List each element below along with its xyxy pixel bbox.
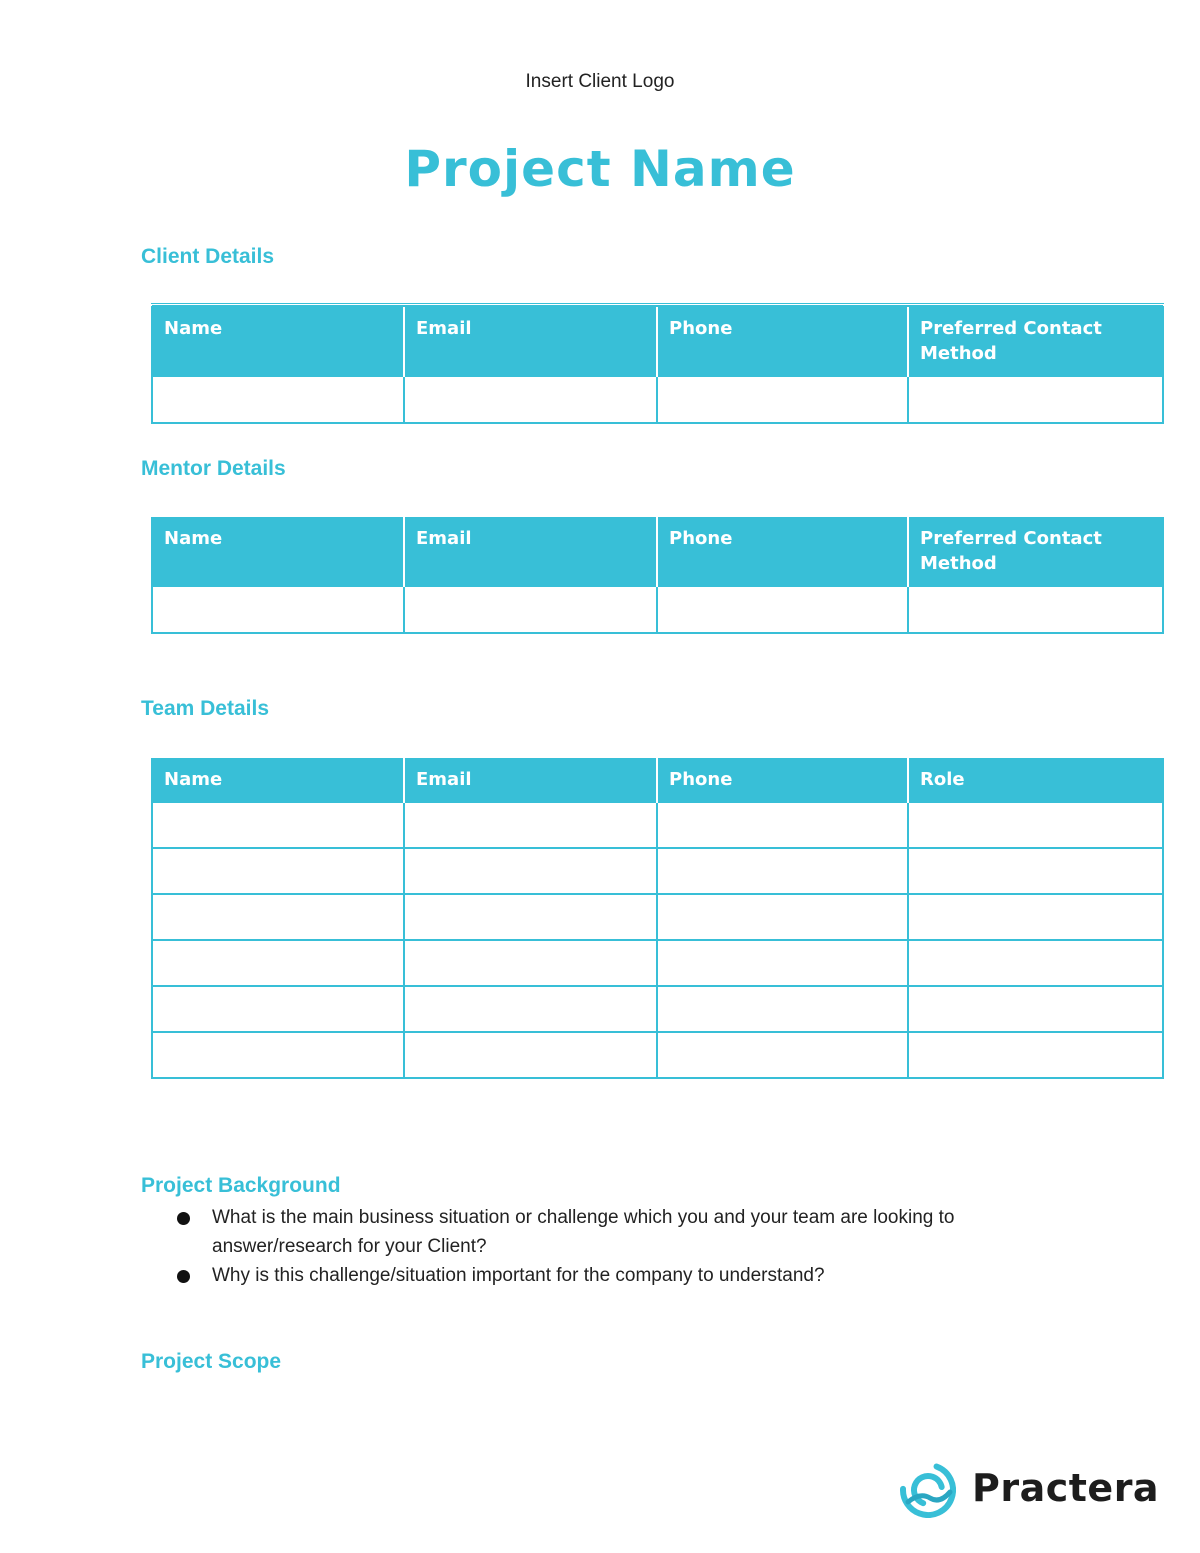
list-item-text: What is the main business situation or challenge which you and your team are looking to answer/research for your Client? xyxy=(212,1207,955,1257)
table-cell[interactable] xyxy=(152,586,404,633)
bullet-dot-icon xyxy=(177,1270,190,1283)
table-row xyxy=(152,894,1163,940)
team-details-heading: Team Details xyxy=(141,697,269,720)
column-header-name: Name xyxy=(152,517,404,586)
list-item xyxy=(175,1203,1075,1261)
brand-logo xyxy=(900,1460,1170,1520)
table-cell[interactable] xyxy=(404,986,657,1032)
practera-swirl-logo-icon xyxy=(900,1462,956,1518)
table-cell[interactable] xyxy=(152,940,404,986)
table-cell[interactable] xyxy=(404,802,657,848)
table-cell[interactable] xyxy=(152,376,404,423)
table-row xyxy=(152,986,1163,1032)
table-cell[interactable] xyxy=(657,376,908,423)
table-cell[interactable] xyxy=(657,802,908,848)
table-row xyxy=(152,376,1163,423)
project-title: Project Name xyxy=(404,140,796,198)
list-item-text: Why is this challenge/situation important for the company to understand? xyxy=(212,1265,825,1286)
column-header-preferred-contact-method: Preferred Contact Method xyxy=(908,305,1163,376)
table-header-row xyxy=(152,517,1163,586)
table-cell[interactable] xyxy=(657,586,908,633)
table-cell[interactable] xyxy=(404,1032,657,1078)
table-cell[interactable] xyxy=(657,848,908,894)
table-row xyxy=(152,848,1163,894)
brand-name: Practera xyxy=(972,1466,1160,1510)
table-cell[interactable] xyxy=(404,376,657,423)
project-background-list xyxy=(175,1203,1075,1290)
table-cell[interactable] xyxy=(908,894,1163,940)
table-cell[interactable] xyxy=(908,940,1163,986)
table-row xyxy=(152,1032,1163,1078)
bullet-dot-icon xyxy=(177,1212,190,1225)
table-cell[interactable] xyxy=(404,894,657,940)
column-header-phone: Phone xyxy=(657,517,908,586)
column-header-preferred-contact-method: Preferred Contact Method xyxy=(908,517,1163,586)
mentor-details-heading: Mentor Details xyxy=(141,457,286,480)
team-details-table xyxy=(151,758,1164,1079)
table-cell[interactable] xyxy=(152,986,404,1032)
list-item xyxy=(175,1261,1075,1290)
mentor-details-table xyxy=(151,517,1164,634)
table-cell[interactable] xyxy=(908,1032,1163,1078)
table-cell[interactable] xyxy=(152,848,404,894)
table-header-row xyxy=(152,305,1163,376)
table-cell[interactable] xyxy=(404,848,657,894)
column-header-role: Role xyxy=(908,758,1163,802)
table-cell[interactable] xyxy=(908,802,1163,848)
table-cell[interactable] xyxy=(657,940,908,986)
table-cell[interactable] xyxy=(908,986,1163,1032)
table-row xyxy=(152,940,1163,986)
column-header-email: Email xyxy=(404,305,657,376)
client-details-table xyxy=(151,303,1164,424)
column-header-name: Name xyxy=(152,758,404,802)
table-cell[interactable] xyxy=(908,586,1163,633)
table-header-row xyxy=(152,758,1163,802)
client-details-heading: Client Details xyxy=(141,245,275,268)
project-scope-heading: Project Scope xyxy=(141,1350,282,1373)
table-cell[interactable] xyxy=(657,986,908,1032)
column-header-phone: Phone xyxy=(657,758,908,802)
table-cell[interactable] xyxy=(657,894,908,940)
table-cell[interactable] xyxy=(152,1032,404,1078)
table-cell[interactable] xyxy=(908,848,1163,894)
table-cell[interactable] xyxy=(152,802,404,848)
table-cell[interactable] xyxy=(152,894,404,940)
column-header-name: Name xyxy=(152,305,404,376)
table-cell[interactable] xyxy=(657,1032,908,1078)
column-header-email: Email xyxy=(404,758,657,802)
table-row xyxy=(152,802,1163,848)
table-cell[interactable] xyxy=(404,586,657,633)
column-header-phone: Phone xyxy=(657,305,908,376)
table-cell[interactable] xyxy=(404,940,657,986)
project-background-heading: Project Background xyxy=(141,1174,341,1197)
table-row xyxy=(152,586,1163,633)
column-header-email: Email xyxy=(404,517,657,586)
logo-placeholder: Insert Client Logo xyxy=(525,71,675,92)
table-cell[interactable] xyxy=(908,376,1163,423)
